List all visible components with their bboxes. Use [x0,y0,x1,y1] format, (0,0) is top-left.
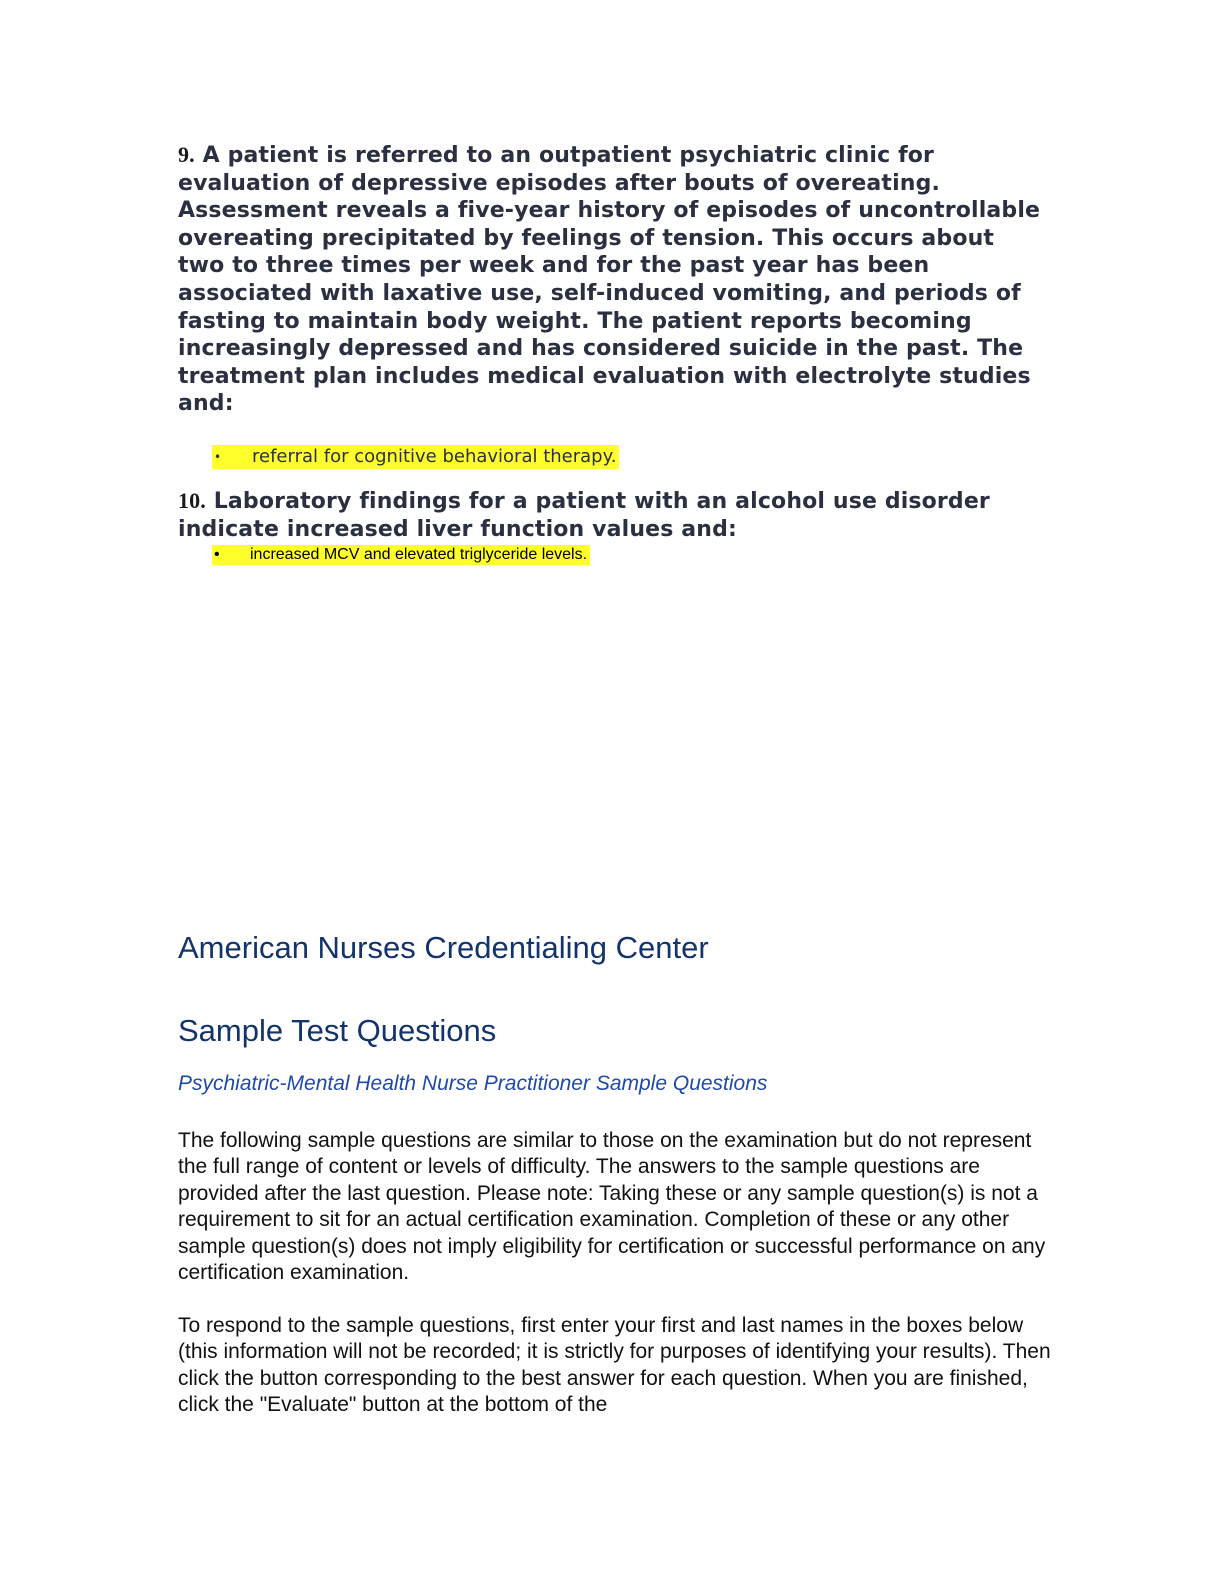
highlighted-answer [212,445,619,469]
intro-paragraph: The following sample questions are similar to those on the examination but do not represent the full range of content or levels of difficulty. The answers to the sample questions are provided after the last question. Please note: Taking these or any sample question(s) is not a requirement to sit for an actual certification examination. Completion of these or any other sample question(s) does not imply eligibility for certification or successful performance on any certification examination. [178,1129,1046,1285]
answer-9 [212,445,619,469]
instructions-paragraph: To respond to the sample questions, first enter your first and last names in the boxes below (this information will not be recorded; it is strictly for purposes of identifying your results). Then click the button corresponding to the best answer for each question. When you are finished, click the "Evaluate" button at the bottom of the [178,1314,1051,1417]
organization-heading: American Nurses Credentialing Center [178,930,709,965]
answer-text: increased MCV and elevated triglyceride levels. [250,546,588,563]
question-10 [178,487,1048,543]
bullet-icon: • [214,450,222,464]
answer-10 [212,545,590,565]
question-number: 10. [178,488,206,513]
section-heading: Sample Test Questions [178,1013,497,1048]
question-number: 9. [178,142,195,167]
subheading: Psychiatric-Mental Health Nurse Practitioner Sample Questions [178,1072,768,1095]
question-text: Laboratory findings for a patient with an alcohol use disorder indicate increased liver function values and: [178,489,990,542]
question-9 [178,141,1048,418]
answer-text: referral for cognitive behavioral therapy. [252,446,617,467]
bullet-icon: • [214,546,220,563]
highlighted-answer [212,545,590,565]
question-text: A patient is referred to an outpatient psychiatric clinic for evaluation of depressive episodes after bouts of overeating. Assessment reveals a five-year history of episodes of uncontrollable overeating precipitated by feelings of tension. This occurs about two to three times per week and for the past year has been associated with laxative use, self-induced vomiting, and periods of fasting to maintain body weight. The patient reports becoming increasingly depressed and has considered suicide in the past. The treatment plan includes medical evaluation with electrolyte studies and: [178,143,1041,417]
